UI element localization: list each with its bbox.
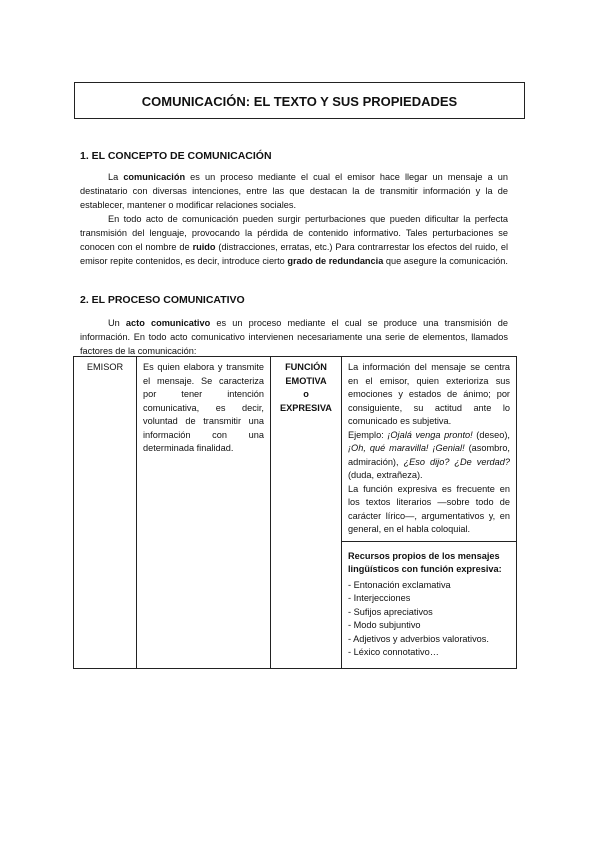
section1-paragraph1 (80, 170, 508, 212)
term-acto-comunicativo: acto comunicativo (125, 318, 211, 328)
function-line: EXPRESIVA (280, 402, 332, 413)
text: En todo acto de comunicación pueden surgir perturbaciones que pueden dificultar la perfecta transmisión del lenguaje, provocando la pérdida de contenido informativo. Tales perturbaciones se conocen con el nombre de (80, 214, 508, 252)
example-note: (deseo), (472, 429, 510, 440)
term-ruido: ruido (192, 242, 216, 252)
text: es un proceso mediante el cual el emisor hace llegar un mensaje a un destinatario con diversas intenciones, entre las que destacan la de transmitir información y la de establecer, mantener o modificar relaciones sociales. (80, 172, 509, 210)
resources-title: Recursos propios de los mensajes lingüísticos con función expresiva: (348, 550, 502, 574)
factor-name: EMISOR (86, 362, 124, 372)
table-row (74, 357, 517, 542)
factors-table (73, 356, 517, 669)
definition-text: Es quien elabora y transmite el mensaje. Se caracteriza por tener intención comunicativa, es decir, voluntad de transmitir una información con una determinada finalidad. (143, 362, 264, 453)
document-title: COMUNICACIÓN: EL TEXTO Y SUS PROPIEDADES (141, 94, 458, 109)
function-line: EMOTIVA (285, 375, 327, 386)
list-item: - Sufijos apreciativos (348, 606, 433, 617)
examples (348, 429, 510, 483)
example-1: ¡Ojalá venga pronto! (387, 429, 473, 440)
title-box (74, 82, 525, 119)
description-cell (342, 357, 517, 542)
resources-list (348, 579, 510, 660)
example-note: (asombro, admiración), (348, 443, 510, 467)
function-cell (271, 357, 342, 669)
example-2: ¡Oh, qué maravilla! ¡Genial! (348, 443, 465, 453)
factor-cell (74, 357, 137, 669)
function-line: FUNCIÓN (285, 362, 327, 372)
example-3: ¿Eso dijo? ¿De verdad? (403, 456, 510, 467)
section2-paragraph1 (80, 316, 508, 358)
list-item: - Entonación exclamativa (348, 579, 451, 590)
text: que asegure la comunicación. (383, 256, 508, 266)
resources-cell (342, 541, 517, 668)
text: es un proceso mediante el cual se produce una transmisión de información. En todo acto comunicativo intervienen necesariamente una serie de elementos, llamados factores de la comunicación: (80, 318, 508, 356)
section1-paragraph2 (80, 212, 508, 268)
list-item: - Léxico connotativo… (348, 647, 439, 657)
function-line: o (303, 389, 309, 399)
description-text-2: La función expresiva es frecuente en los textos literarios —sobre todo de carácter lírico—, argumentativos y, en general, en el habla coloquial. (348, 483, 510, 534)
text: (distracciones, erratas, etc.) Para contrarrestar los efectos del ruido, el emisor repite contenidos, es decir, introduce cierto (80, 242, 508, 266)
definition-cell (137, 357, 271, 669)
term-redundancia: grado de redundancia (287, 256, 384, 266)
description-text: La información del mensaje se centra en el emisor, quien exterioriza sus emociones y estados de ánimo; por consiguiente, su actitud ante lo comunicado es subjetiva. (348, 362, 510, 426)
list-item: - Adjetivos y adverbios valorativos. (348, 633, 489, 644)
term-comunicacion: comunicación (123, 172, 186, 182)
section2-heading: 2. EL PROCESO COMUNICATIVO (80, 294, 245, 306)
text: Un (108, 318, 126, 328)
list-item: - Modo subjuntivo (348, 620, 421, 630)
text: La (108, 172, 124, 182)
example-label: Ejemplo: (348, 429, 388, 440)
example-note: (duda, extrañeza). (348, 470, 423, 480)
section1-heading: 1. EL CONCEPTO DE COMUNICACIÓN (80, 150, 272, 162)
list-item: - Interjecciones (348, 593, 411, 603)
